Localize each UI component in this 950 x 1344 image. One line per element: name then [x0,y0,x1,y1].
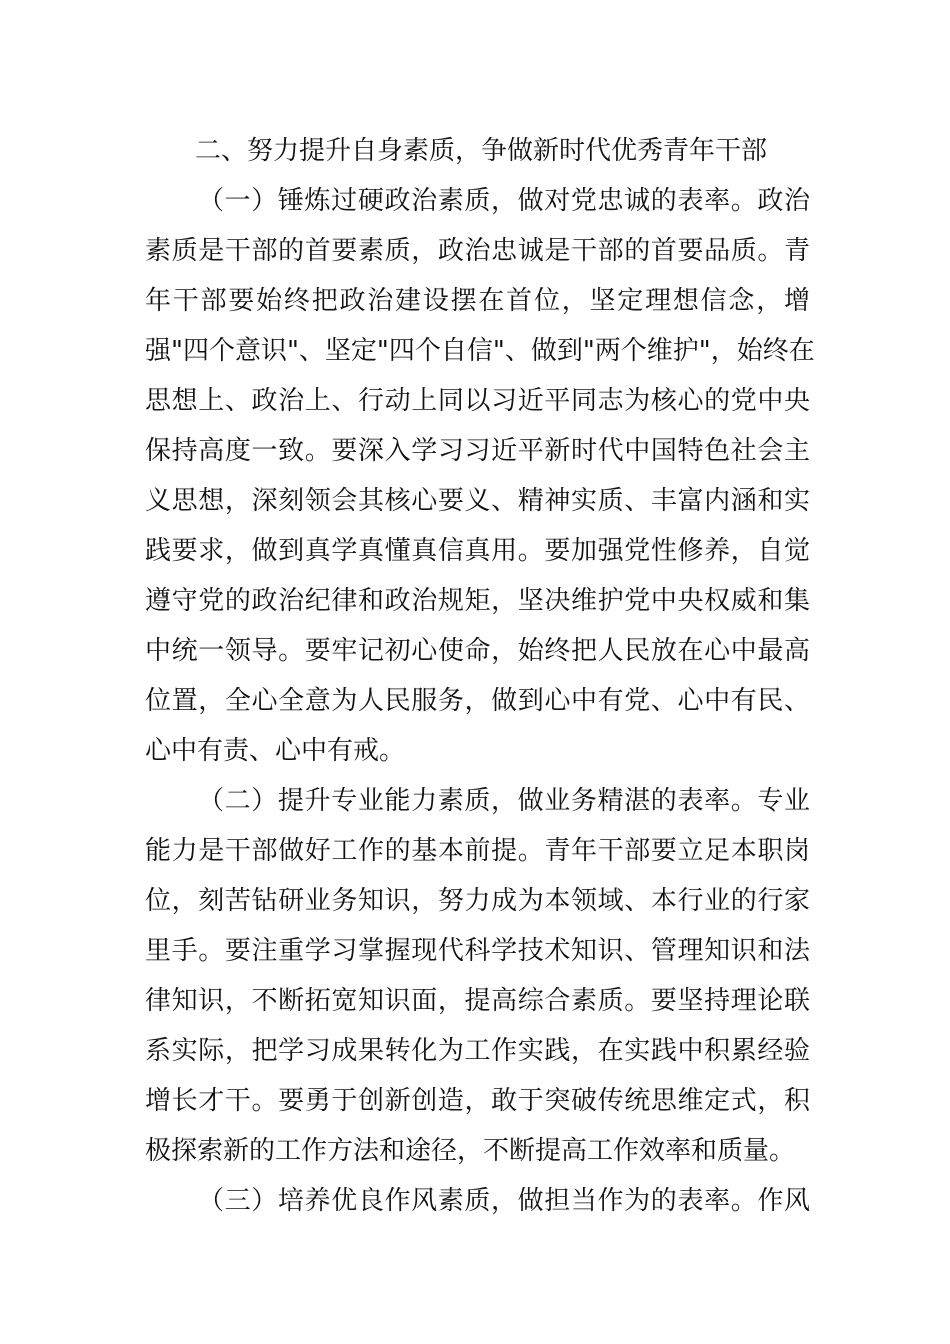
paragraph-1-line-8: 践要求，做到真学真懂真信真用。要加强党性修养，自觉 [145,536,810,566]
paragraph-2-line-7: 增长才干。要勇于创新创造，敢于突破传统思维定式，积 [145,1086,810,1116]
paragraph-2-line-2: 能力是干部做好工作的基本前提。青年干部要立足本职岗 [145,836,810,866]
paragraph-1-line-1: （一）锤炼过硬政治素质，做对党忠诚的表率。政治 [198,186,810,216]
paragraph-1-line-10: 中统一领导。要牢记初心使命，始终把人民放在心中最高 [145,636,810,666]
paragraph-1-line-4: 强"四个意识"、坚定"四个自信"、做到"两个维护"，始终在 [145,336,815,366]
paragraph-2-line-3: 位，刻苦钻研业务知识，努力成为本领域、本行业的行家 [145,886,810,916]
paragraph-2-line-6: 系实际，把学习成果转化为工作实践，在实践中积累经验 [145,1036,810,1066]
paragraph-2-line-1: （二）提升专业能力素质，做业务精湛的表率。专业 [198,786,810,816]
paragraph-1-line-3: 年干部要始终把政治建设摆在首位，坚定理想信念，增 [145,286,810,316]
paragraph-1-line-5: 思想上、政治上、行动上同以习近平同志为核心的党中央 [145,386,810,416]
paragraph-1-line-12: 心中有责、心中有戒。 [145,736,406,766]
paragraph-2-line-8: 极探索新的工作方法和途径，不断提高工作效率和质量。 [145,1136,796,1166]
paragraph-1-line-9: 遵守党的政治纪律和政治规矩，坚决维护党中央权威和集 [145,586,810,616]
paragraph-1-line-7: 义思想，深刻领会其核心要义、精神实质、丰富内涵和实 [145,486,810,516]
paragraph-2-line-4: 里手。要注重学习掌握现代科学技术知识、管理知识和法 [145,936,810,966]
paragraph-1-line-6: 保持高度一致。要深入学习习近平新时代中国特色社会主 [145,436,810,466]
paragraph-2-line-5: 律知识，不断拓宽知识面，提高综合素质。要坚持理论联 [145,986,810,1016]
paragraph-1-line-2: 素质是干部的首要素质，政治忠诚是干部的首要品质。青 [145,236,810,266]
section-heading: 二、努力提升自身素质，争做新时代优秀青年干部 [195,136,768,166]
paragraph-1-line-11: 位置，全心全意为人民服务，做到心中有党、心中有民、 [145,686,810,716]
paragraph-3-line-1: （三）培养优良作风素质，做担当作为的表率。作风 [198,1186,810,1216]
